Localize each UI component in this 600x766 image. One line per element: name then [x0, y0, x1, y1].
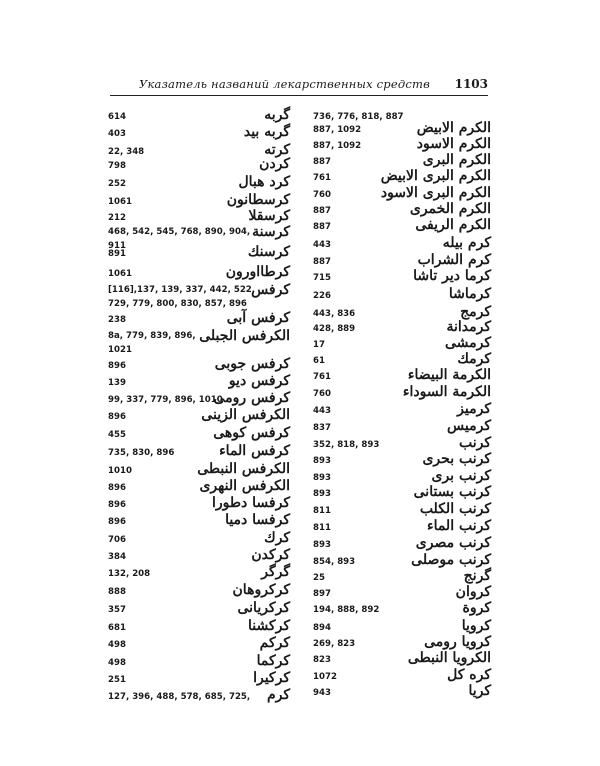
- page-reference-numbers: 428, 889: [313, 324, 356, 334]
- page-reference-numbers: 760: [313, 190, 331, 200]
- drug-name-arabic: کرته: [264, 142, 290, 158]
- page-reference-numbers: 614: [108, 112, 126, 122]
- page-reference-numbers: 8a, 779, 839, 896, 1021: [108, 331, 196, 355]
- drug-name-arabic: کرمك: [457, 351, 491, 367]
- page-reference-numbers: 498: [108, 640, 126, 650]
- drug-name-arabic: کرفسا دطورا: [212, 495, 290, 511]
- drug-name-arabic: کرمیز: [457, 401, 491, 417]
- page-reference-numbers: 1061: [108, 269, 132, 279]
- drug-name-arabic: الكرم الريفى: [415, 217, 491, 233]
- page-reference-numbers: 127, 396, 488, 578, 685, 725,: [108, 692, 251, 702]
- page-reference-numbers: 384: [108, 552, 126, 562]
- page-reference-numbers: 854, 893: [313, 557, 356, 567]
- page-reference-numbers: 17: [313, 340, 325, 350]
- page-reference-numbers: 252: [108, 179, 126, 189]
- drug-name-arabic: کرماشا: [448, 286, 491, 302]
- drug-name-arabic: کرمج: [460, 304, 491, 320]
- page-reference-numbers: 761: [313, 173, 331, 183]
- drug-name-arabic: کرکیرا: [253, 670, 290, 686]
- page-reference-numbers: 468, 542, 545, 768, 890, 904, 911: [108, 227, 251, 251]
- page-reference-numbers: 837: [313, 423, 331, 433]
- page-reference-numbers: 1010: [108, 466, 132, 476]
- drug-name-arabic: کرم الشراب: [417, 252, 491, 268]
- page-reference-numbers: 706: [108, 535, 126, 545]
- page-reference-numbers: 943: [313, 688, 331, 698]
- drug-name-arabic: کرم: [266, 687, 290, 703]
- drug-name-arabic: گربه بید: [243, 124, 290, 140]
- drug-name-arabic: کرفس کوهی: [213, 425, 290, 441]
- page-reference-numbers: 443, 836: [313, 309, 356, 319]
- page-reference-numbers: 887, 1092: [313, 141, 362, 151]
- drug-name-arabic: کرمشی: [444, 335, 491, 351]
- drug-name-arabic: کروة: [462, 600, 491, 616]
- page-reference-numbers: 887: [313, 157, 331, 167]
- page-reference-numbers: 357: [108, 605, 126, 615]
- page-reference-numbers: 760: [313, 389, 331, 399]
- page-reference-numbers: 811: [313, 506, 331, 516]
- page-reference-numbers: 896: [108, 361, 126, 371]
- drug-name-arabic: کرویا: [461, 618, 491, 634]
- page-reference-numbers: 269, 823: [313, 639, 356, 649]
- page-reference-numbers: 455: [108, 430, 126, 440]
- drug-name-arabic: کریا: [468, 683, 491, 699]
- drug-name-arabic: کرکدن: [251, 547, 290, 563]
- page-reference-numbers: 226: [313, 291, 331, 301]
- drug-name-arabic: کرفس: [251, 282, 290, 298]
- drug-name-arabic: کرفس جوبی: [214, 356, 290, 372]
- drug-name-arabic: کرکریانی: [237, 600, 290, 616]
- page-reference-numbers: 896: [108, 517, 126, 527]
- drug-name-arabic: کرمدانة: [446, 319, 491, 335]
- page-reference-numbers: 896: [108, 412, 126, 422]
- page-reference-numbers: 212: [108, 213, 126, 223]
- page-reference-numbers: 823: [313, 655, 331, 665]
- drug-name-arabic: کرسنة: [252, 224, 290, 240]
- page-reference-numbers: 887: [313, 257, 331, 267]
- page-reference-numbers: 99, 337, 779, 896, 1010: [108, 395, 223, 405]
- drug-name-arabic: کرکشنا: [247, 618, 290, 634]
- page-reference-numbers: 887: [313, 222, 331, 232]
- drug-name-arabic: گرنج: [463, 568, 491, 584]
- page-reference-numbers: 897: [313, 589, 331, 599]
- drug-name-arabic: کرسقلا: [248, 208, 290, 224]
- page-reference-numbers: 498: [108, 658, 126, 668]
- running-header: [110, 77, 488, 95]
- drug-name-arabic: کرنب بحری: [422, 451, 491, 467]
- page-number: 1103: [454, 77, 488, 91]
- drug-name-arabic: کرنب الماء: [426, 518, 491, 534]
- page-reference-numbers: 443: [313, 240, 331, 250]
- page-reference-numbers: 194, 888, 892: [313, 605, 380, 615]
- drug-name-arabic: الكرفس النبطی: [197, 461, 290, 477]
- drug-name-arabic: الكرم البرى: [422, 152, 491, 168]
- page-reference-numbers: 681: [108, 623, 126, 633]
- drug-name-arabic: الكرم البرى الاسود: [380, 185, 491, 201]
- drug-name-arabic: کردن: [259, 156, 290, 172]
- page-reference-numbers: 443: [313, 406, 331, 416]
- drug-name-arabic: کرکروهان: [232, 582, 290, 598]
- page-reference-numbers: 403: [108, 129, 126, 139]
- page-reference-numbers: 894: [313, 623, 331, 633]
- page-reference-numbers: 139: [108, 378, 126, 388]
- page-reference-numbers: 736, 776, 818, 887: [313, 112, 404, 122]
- page-reference-numbers: 893: [313, 540, 331, 550]
- drug-name-arabic: کرنب بستانی: [413, 484, 491, 500]
- page-reference-numbers: 811: [313, 523, 331, 533]
- page-reference-numbers: 735, 830, 896: [108, 448, 175, 458]
- drug-name-arabic: الكرويا النبطی: [407, 650, 491, 666]
- drug-name-arabic: الكرمة البيضاء: [407, 367, 491, 383]
- page-reference-numbers: 1072: [313, 672, 337, 682]
- drug-name-arabic: الكرفس الجبلی: [199, 328, 290, 344]
- drug-name-arabic: کرنب مصری: [415, 535, 491, 551]
- drug-name-arabic: کرسنك: [247, 244, 290, 260]
- page-reference-numbers: 896: [108, 500, 126, 510]
- drug-name-arabic: کرفسا دمیا: [225, 512, 290, 528]
- drug-name-arabic: کره کل: [447, 667, 491, 683]
- drug-name-arabic: کرد هبال: [238, 174, 290, 190]
- page-reference-numbers: 132, 208: [108, 569, 151, 579]
- drug-name-arabic: کرکم: [259, 635, 290, 651]
- page-reference-numbers: 25: [313, 573, 325, 583]
- page-reference-numbers: 1061: [108, 197, 132, 207]
- drug-name-arabic: کرطااورون: [225, 264, 290, 280]
- header-rule: [110, 95, 488, 96]
- drug-name-arabic: الكرم الاسود: [416, 136, 491, 152]
- drug-name-arabic: کرمیس: [447, 418, 491, 434]
- drug-name-arabic: کرم بیله: [442, 235, 491, 251]
- drug-name-arabic: الكرفس النهری: [199, 478, 290, 494]
- drug-name-arabic: کرویا رومی: [424, 634, 491, 650]
- drug-name-arabic: الكرفس الزینی: [201, 407, 290, 423]
- page-reference-numbers: 61: [313, 356, 325, 366]
- page-reference-numbers: 887: [313, 206, 331, 216]
- drug-name-arabic: کرکما: [256, 653, 290, 669]
- page-reference-numbers: 238: [108, 315, 126, 325]
- drug-name-arabic: کرنب موصلی: [411, 552, 491, 568]
- drug-name-arabic: الكرم البرى الابيض: [380, 168, 491, 184]
- drug-name-arabic: کرك: [264, 530, 290, 546]
- drug-name-arabic: کرفس الماء: [219, 443, 290, 459]
- drug-name-arabic: الكرم الابيض: [416, 120, 491, 136]
- drug-name-arabic: گرگر: [261, 564, 290, 580]
- drug-name-arabic: کرفس دیو: [228, 373, 290, 389]
- drug-name-arabic: کرفس رومی: [213, 390, 290, 406]
- page-reference-numbers: 893: [313, 489, 331, 499]
- drug-name-arabic: کرنب الكلب: [419, 501, 491, 517]
- drug-name-arabic: کرنب: [458, 435, 491, 451]
- page-reference-numbers: 887, 1092: [313, 125, 362, 135]
- page-reference-numbers: 715: [313, 273, 331, 283]
- page-reference-numbers: 896: [108, 483, 126, 493]
- drug-name-arabic: کرنب بری: [431, 468, 491, 484]
- page-reference-numbers: 761: [313, 372, 331, 382]
- page-reference-numbers: 798: [108, 161, 126, 171]
- page-reference-numbers: 22, 348: [108, 147, 145, 157]
- drug-name-arabic: کرسطانون: [226, 192, 290, 208]
- drug-name-arabic: الكرم الخمرى: [409, 201, 491, 217]
- page-reference-numbers: 888: [108, 587, 126, 597]
- drug-name-arabic: کرفس آبی: [226, 310, 290, 326]
- drug-name-arabic: گربه: [264, 107, 290, 123]
- page-reference-numbers: 891: [108, 249, 126, 259]
- drug-name-arabic: الكرمة السوداء: [402, 384, 491, 400]
- page-reference-numbers: 893: [313, 456, 331, 466]
- drug-name-arabic: کروان: [455, 584, 491, 600]
- page-reference-numbers: 251: [108, 675, 126, 685]
- page-reference-numbers: [116],137, 139, 337, 442, 522, 729, 779, 800, 830, 857, 896: [108, 285, 256, 309]
- header-title: Указатель названий лекарственных средств: [138, 77, 430, 91]
- drug-name-arabic: کرما دیر تاشا: [413, 268, 491, 284]
- page-reference-numbers: 352, 818, 893: [313, 440, 380, 450]
- page-reference-numbers: 893: [313, 473, 331, 483]
